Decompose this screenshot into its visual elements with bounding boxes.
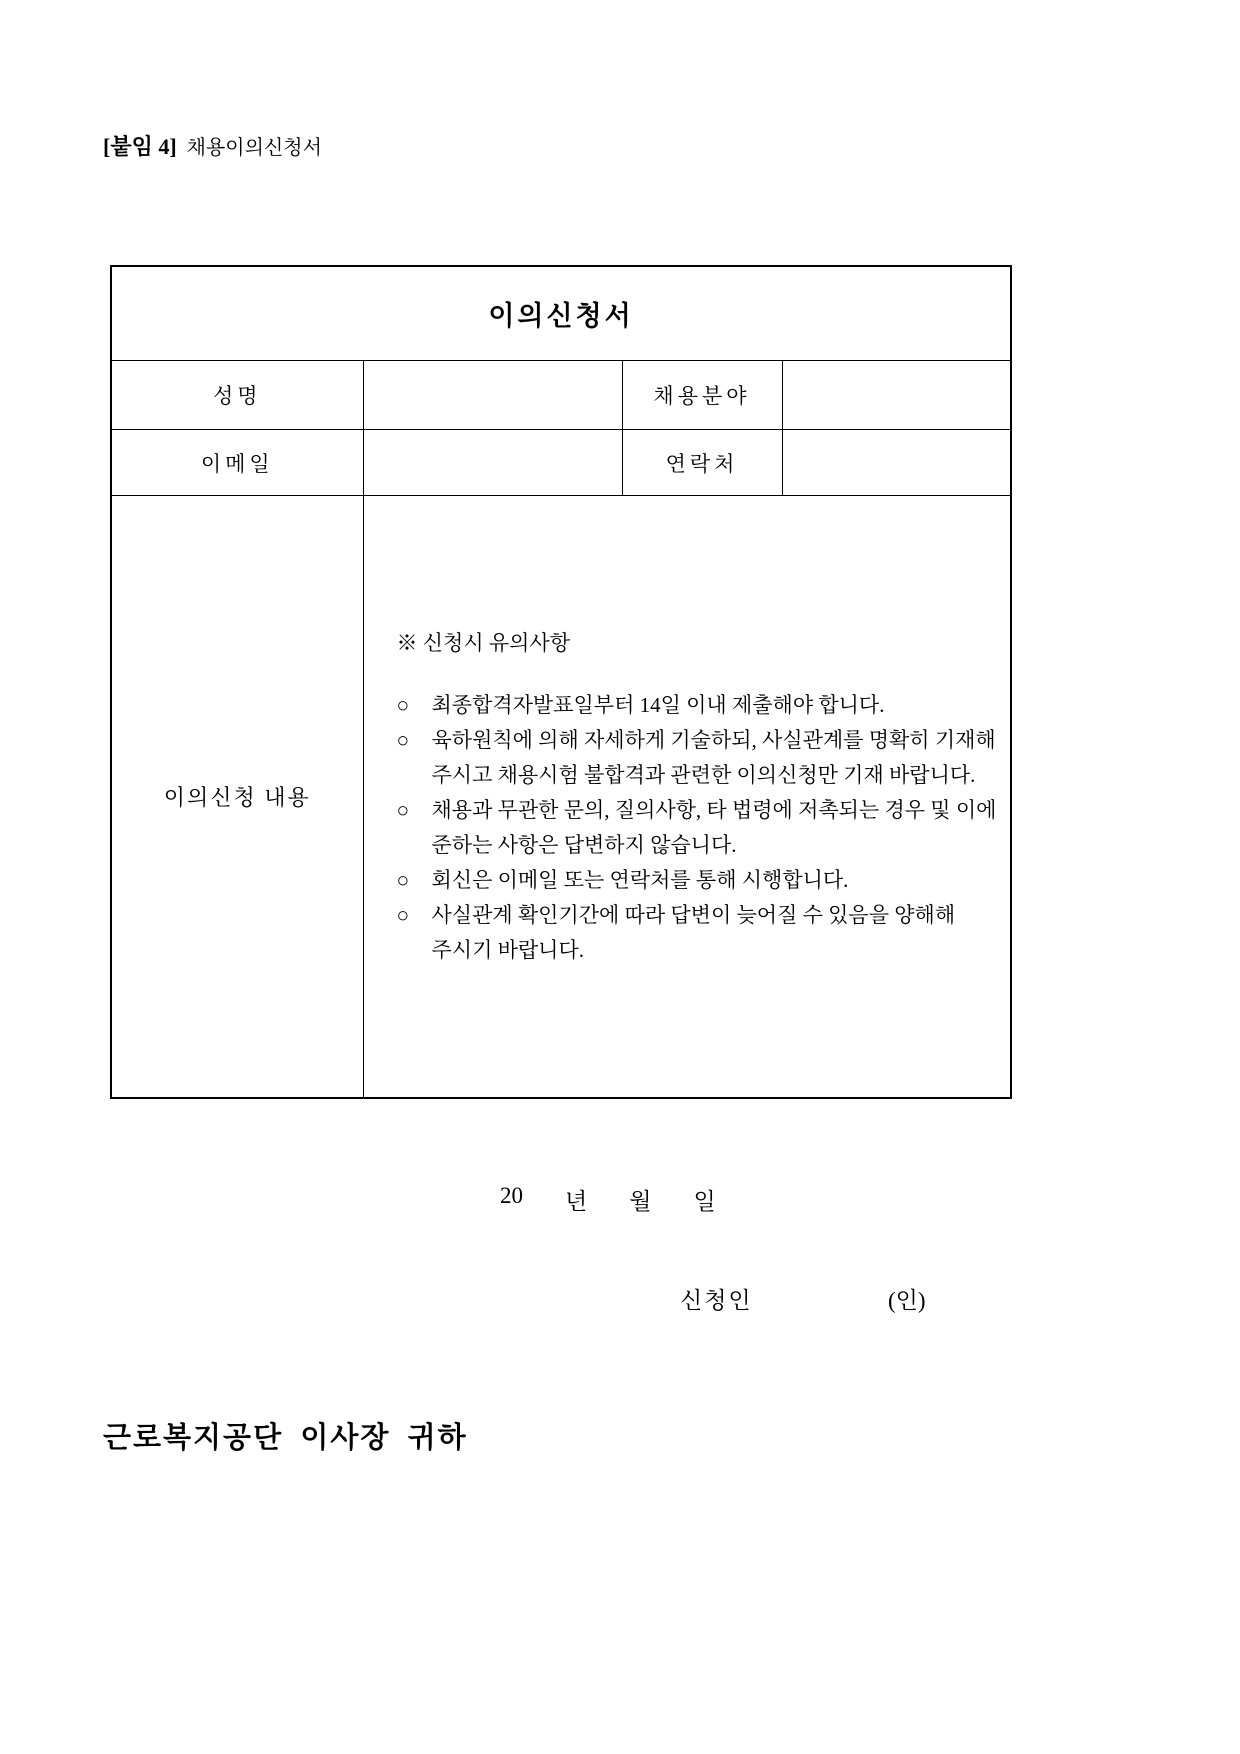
recruit-field-label: 채용분야	[622, 361, 782, 430]
attachment-title: 채용이의신청서	[186, 137, 322, 159]
objection-content-label: 이의신청 내용	[111, 496, 363, 1099]
notice-heading: ※ 신청시 유의사항	[396, 630, 571, 655]
date-line	[500, 1183, 716, 1216]
objection-form-table	[110, 265, 1012, 1099]
applicant-label: 신청인	[680, 1288, 753, 1313]
circle-bullet: ○	[396, 692, 410, 717]
table-title-row	[111, 266, 1011, 361]
circle-bullet: ○	[396, 867, 410, 892]
attachment-header	[103, 130, 322, 161]
notice-line: 주시기 바랍니다.	[431, 937, 585, 962]
notice-line: ○ 회신은 이메일 또는 연락처를 통해 시행합니다.	[397, 863, 985, 898]
email-value-cell	[363, 430, 622, 496]
notice-line: 준하는 사항은 답변하지 않습니다.	[431, 832, 737, 857]
email-label: 이메일	[111, 430, 363, 496]
notice-line: ○ 사실관계 확인기간에 따라 답변이 늦어질 수 있음을 양해해	[397, 898, 985, 933]
name-value-cell	[363, 361, 622, 430]
contact-value-cell	[782, 430, 1011, 496]
notice-line: ○ 육하원칙에 의해 자세하게 기술하되, 사실관계를 명확히 기재해	[397, 723, 985, 758]
objection-content-cell	[363, 496, 1011, 1099]
date-year-prefix: 20	[500, 1183, 523, 1208]
name-label: 성명	[111, 361, 363, 430]
circle-bullet: ○	[396, 902, 410, 927]
seal-label: (인)	[888, 1288, 926, 1313]
notice-item-list	[396, 688, 997, 968]
notice-line: ○ 최종합격자발표일부터 14일 이내 제출해야 합니다.	[397, 688, 985, 723]
form-title: 이의신청서	[111, 266, 1011, 361]
contact-label: 연락처	[622, 430, 782, 496]
recruit-field-value-cell	[782, 361, 1011, 430]
date-year-label: 년	[565, 1189, 588, 1214]
date-month-label: 월	[629, 1189, 652, 1214]
attachment-number: [붙임 4]	[103, 134, 177, 159]
notice-line: 주시고 채용시험 불합격과 관련한 이의신청만 기재 바랍니다.	[431, 762, 976, 787]
table-row	[111, 361, 1011, 430]
circle-bullet: ○	[396, 797, 410, 822]
recipient-line: 근로복지공단 이사장 귀하	[103, 1422, 468, 1454]
date-day-label: 일	[693, 1189, 716, 1214]
notice-block	[364, 626, 1011, 968]
table-row	[111, 496, 1011, 1099]
table-row	[111, 430, 1011, 496]
circle-bullet: ○	[396, 727, 410, 752]
notice-line: ○ 채용과 무관한 문의, 질의사항, 타 법령에 저촉되는 경우 및 이에	[397, 793, 985, 828]
